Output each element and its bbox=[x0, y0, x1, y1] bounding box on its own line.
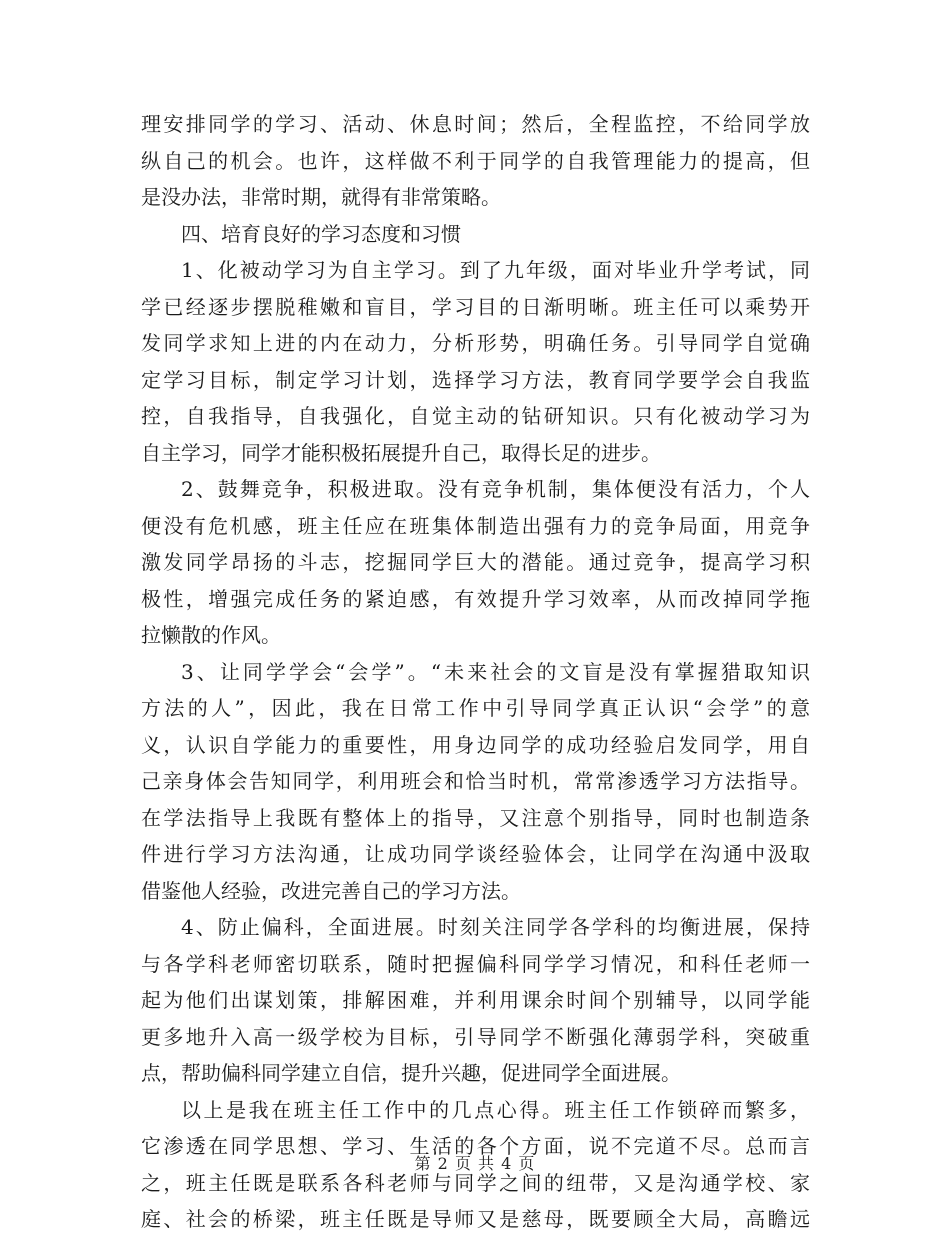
text-line: 纵自己的机会。也许，这样做不利于同学的自我管理能力的提高，但 bbox=[141, 148, 810, 173]
text-line: 拉懒散的作风。 bbox=[141, 623, 281, 647]
text-line: 借鉴他人经验，改进完善自己的学习方法。 bbox=[141, 878, 521, 903]
text-line: 极性，增强完成任务的紧迫感，有效提升学习效率，从而改掉同学拖 bbox=[141, 586, 810, 611]
text-line: 控，自我指导，自我强化，自觉主动的钻研知识。只有化被动学习为 bbox=[141, 404, 810, 428]
text-line: 更多地升入高一级学校为目标，引导同学不断强化薄弱学科，突破重 bbox=[141, 1024, 810, 1049]
text-line: 庭、社会的桥梁，班主任既是导师又是慈母，既要顾全大局，高瞻远 bbox=[141, 1207, 810, 1231]
text-line: 件进行学习方法沟通，让成功同学谈经验体会，让同学在沟通中汲取 bbox=[141, 842, 810, 866]
section-heading: 四、培育良好的学习态度和习惯 bbox=[181, 221, 461, 246]
text-line: 方法的人”，因此，我在日常工作中引导同学真正认识“会学”的意 bbox=[141, 696, 810, 720]
text-line: 激发同学昂扬的斗志，挖掘同学巨大的潜能。通过竞争，提高学习积 bbox=[141, 550, 810, 574]
text-line: 义，认识自学能力的重要性，用身边同学的成功经验启发同学，用自 bbox=[141, 732, 810, 757]
text-line: 它渗透在同学思想、学习、生活的各个方面，说不完道不尽。总而言 bbox=[141, 1134, 810, 1158]
text-line: 以上是我在班主任工作中的几点心得。班主任工作锁碎而繁多， bbox=[181, 1097, 810, 1122]
text-line: 便没有危机感，班主任应在班集体制造出强有力的竞争局面，用竞争 bbox=[141, 513, 810, 538]
text-line: 2、鼓舞竞争，积极进取。没有竞争机制，集体便没有活力，个人 bbox=[181, 477, 810, 501]
text-line: 3、让同学学会“会学”。“未来社会的文盲是没有掌握猎取知识 bbox=[181, 659, 810, 684]
text-line: 1、化被动学习为自主学习。到了九年级，面对毕业升学考试，同 bbox=[181, 258, 810, 282]
text-line: 在学法指导上我既有整体上的指导，又注意个别指导，同时也制造条 bbox=[141, 805, 810, 830]
text-line: 与各学科老师密切联系，随时把握偏科同学学习情况，和科任老师一 bbox=[141, 951, 810, 976]
text-line: 起为他们出谋划策，排解困难，并利用课余时间个别辅导，以同学能 bbox=[141, 988, 810, 1012]
text-line: 己亲身体会告知同学，利用班会和恰当时机，常常渗透学习方法指导。 bbox=[141, 769, 810, 793]
text-line: 4、防止偏科，全面进展。时刻关注同学各学科的均衡进展，保持 bbox=[181, 915, 810, 939]
document-body bbox=[141, 106, 810, 1238]
text-line: 学已经逐步摆脱稚嫩和盲目，学习目的日渐明晰。班主任可以乘势开 bbox=[141, 294, 810, 319]
text-line: 理安排同学的学习、活动、休息时间；然后，全程监控，不给同学放 bbox=[141, 112, 810, 136]
text-line: 点，帮助偏科同学建立自信，提升兴趣，促进同学全面进展。 bbox=[141, 1061, 681, 1085]
page-number-footer: 第 2 页 共 4 页 bbox=[414, 1154, 536, 1173]
text-line: 之，班主任既是联系各科老师与同学之间的纽带，又是沟通学校、家 bbox=[141, 1170, 810, 1195]
text-line: 自主学习，同学才能积极拓展提升自己，取得长足的进步。 bbox=[141, 440, 661, 465]
text-line: 定学习目标，制定学习计划，选择学习方法，教育同学要学会自我监 bbox=[141, 367, 810, 392]
text-line: 是没办法，非常时期，就得有非常策略。 bbox=[141, 185, 501, 209]
text-line: 发同学求知上进的内在动力，分析形势，明确任务。引导同学自觉确 bbox=[141, 331, 810, 355]
